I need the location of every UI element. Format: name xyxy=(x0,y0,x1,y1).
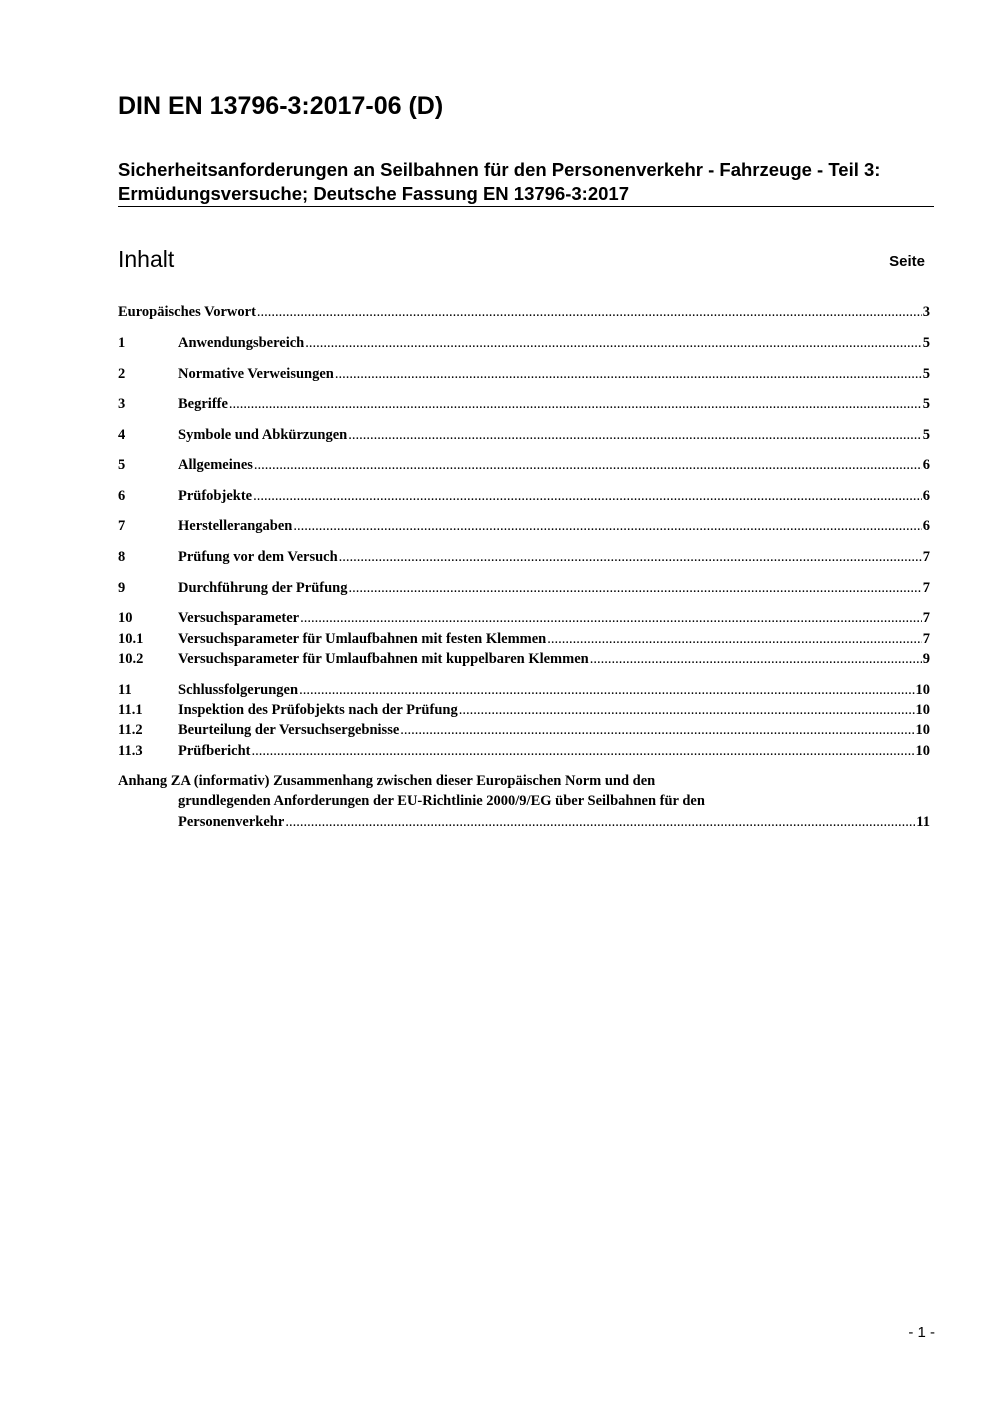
toc-entry-label: Versuchsparameter für Umlaufbahnen mit kuppelbaren Klemmen xyxy=(178,650,589,667)
toc-entry-number: 11.2 xyxy=(118,722,143,739)
toc-entry-foreword[interactable] xyxy=(118,302,930,322)
toc-leader-dots xyxy=(547,629,922,649)
toc-entry-label: Allgemeines xyxy=(178,457,253,474)
toc-entry-label: Herstellerangaben xyxy=(178,518,293,535)
toc-leader-dots xyxy=(335,364,922,384)
toc-entry-number: 4 xyxy=(118,426,126,443)
toc-entry-annex-za[interactable] xyxy=(118,771,930,832)
toc-entry-number: 10 xyxy=(118,610,133,627)
toc-entry-8[interactable] xyxy=(118,547,930,567)
document-title: DIN EN 13796-3:2017-06 (D) xyxy=(118,92,444,120)
toc-entry-page: 10 xyxy=(915,742,930,759)
toc-entry-label: Durchführung der Prüfung xyxy=(178,579,348,596)
toc-entry-1[interactable] xyxy=(118,333,930,353)
toc-heading: Inhalt xyxy=(118,246,175,272)
toc-entry-number: 10.2 xyxy=(118,650,144,667)
toc-entry-11-3[interactable] xyxy=(118,740,930,760)
toc-entry-label: Versuchsparameter für Umlaufbahnen mit festen Klemmen xyxy=(178,630,547,647)
toc-entry-label: Schlussfolgerungen xyxy=(178,681,299,698)
toc-entry-page: 9 xyxy=(922,650,930,667)
toc-entry-page: 10 xyxy=(915,681,930,698)
annex-line-2: grundlegenden Anforderungen der EU-Richtlinie 2000/9/EG über Seilbahnen für den xyxy=(178,793,705,810)
toc-entry-number: 2 xyxy=(118,365,126,382)
toc-entry-label: Anwendungsbereich xyxy=(178,334,305,351)
toc-entry-page: 5 xyxy=(922,334,930,351)
toc-entry-page: 7 xyxy=(922,630,930,647)
toc-entry-page: 7 xyxy=(922,579,930,596)
toc-leader-dots xyxy=(339,547,922,567)
toc-entry-11-2[interactable] xyxy=(118,720,930,740)
toc-entry-page: 11 xyxy=(916,814,930,831)
footer-page-number: - 1 - xyxy=(908,1324,935,1341)
toc-entry-number: 7 xyxy=(118,518,126,535)
document-subtitle: Sicherheitsanforderungen an Seilbahnen für den Personenverkehr - Fahrzeuge - Teil 3: Ermüdungsversuche; Deutsche Fassung EN 13796-3:2017 xyxy=(118,159,881,204)
toc-leader-dots xyxy=(459,700,915,720)
toc-entry-page: 7 xyxy=(922,549,930,566)
toc-entry-10[interactable] xyxy=(118,608,930,628)
toc-leader-dots xyxy=(348,425,922,445)
toc-entry-label: Prüfbericht xyxy=(178,742,251,759)
toc-entry-label: Beurteilung der Versuchsergebnisse xyxy=(178,722,400,739)
toc-entry-label: Symbole und Abkürzungen xyxy=(178,426,348,443)
toc-entry-number: 11 xyxy=(118,681,132,698)
toc-entry-number: 6 xyxy=(118,487,126,504)
toc-leader-dots xyxy=(257,302,922,322)
toc-entry-5[interactable] xyxy=(118,455,930,475)
toc-leader-dots xyxy=(253,486,922,506)
toc-entry-6[interactable] xyxy=(118,485,930,505)
toc-entry-page: 6 xyxy=(922,518,930,535)
toc-entry-label: Normative Verweisungen xyxy=(178,365,334,382)
toc-leader-dots xyxy=(285,812,915,832)
toc-entry-number: 10.1 xyxy=(118,630,144,647)
toc-entry-number: 1 xyxy=(118,334,126,351)
toc-entry-label: Inspektion des Prüfobjekts nach der Prüfung xyxy=(178,701,458,718)
annex-line-1: Anhang ZA (informativ) Zusammenhang zwischen dieser Europäischen Norm und den xyxy=(118,772,656,789)
toc-leader-dots xyxy=(300,608,922,628)
toc-entry-number: 5 xyxy=(118,457,126,474)
toc-leader-dots xyxy=(229,394,922,414)
toc-entry-page: 5 xyxy=(922,426,930,443)
toc-entry-page: 10 xyxy=(915,722,930,739)
title-divider xyxy=(118,206,934,207)
toc-leader-dots xyxy=(400,720,914,740)
toc-entry-page: 5 xyxy=(922,396,930,413)
toc-entry-9[interactable] xyxy=(118,577,930,597)
toc-entry-11-1[interactable] xyxy=(118,700,930,720)
toc-entry-label: Begriffe xyxy=(178,396,228,413)
toc-entry-number: 9 xyxy=(118,579,126,596)
toc-entry-7[interactable] xyxy=(118,516,930,536)
toc-entry-label: Prüfobjekte xyxy=(178,487,253,504)
toc-entry-10-2[interactable] xyxy=(118,649,930,669)
toc-leader-dots xyxy=(251,741,914,761)
toc-entry-label: Prüfung vor dem Versuch xyxy=(178,549,338,566)
toc-entry-page: 7 xyxy=(922,610,930,627)
toc-entry-10-1[interactable] xyxy=(118,628,930,648)
page-column-label: Seite xyxy=(889,253,925,270)
toc-entry-number: 11.1 xyxy=(118,701,143,718)
toc-leader-dots xyxy=(293,516,921,536)
toc-entry-number: 8 xyxy=(118,549,126,566)
toc-entry-number: 11.3 xyxy=(118,742,143,759)
toc-entry-page: 3 xyxy=(922,304,930,321)
toc-leader-dots xyxy=(254,455,922,475)
toc-entry-page: 10 xyxy=(915,701,930,718)
toc-entry-11[interactable] xyxy=(118,679,930,699)
toc-leader-dots xyxy=(348,578,921,598)
toc-leader-dots xyxy=(299,680,914,700)
toc-entry-label: Personenverkehr xyxy=(178,814,285,831)
toc-entry-3[interactable] xyxy=(118,394,930,414)
toc-leader-dots xyxy=(305,333,922,353)
toc-entry-4[interactable] xyxy=(118,424,930,444)
toc-entry-page: 6 xyxy=(922,487,930,504)
toc-entry-2[interactable] xyxy=(118,363,930,383)
toc-leader-dots xyxy=(590,649,922,669)
table-of-contents xyxy=(118,302,930,832)
toc-entry-page: 5 xyxy=(922,365,930,382)
toc-entry-label: Europäisches Vorwort xyxy=(118,304,256,321)
toc-entry-label: Versuchsparameter xyxy=(178,610,300,627)
annex-line-3 xyxy=(118,812,930,832)
toc-entry-number: 3 xyxy=(118,396,126,413)
toc-entry-page: 6 xyxy=(922,457,930,474)
